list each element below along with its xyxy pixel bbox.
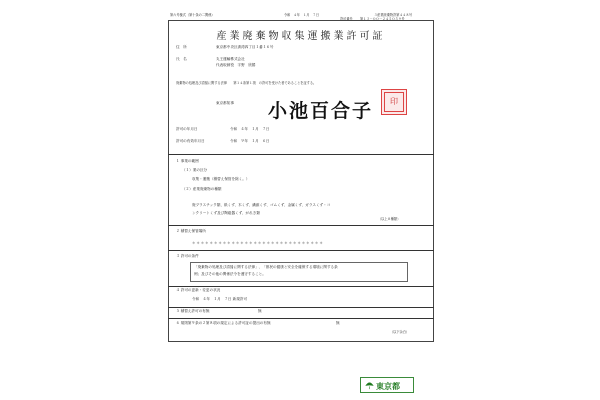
end-mark: （以下余白） [390,330,410,334]
permit-date-label: 許可の年月日 [176,127,198,131]
permit-certificate [162,6,440,398]
section-1-sub2: （２）産業廃棄物の種類 [182,187,222,191]
section-6-heading: ６ 規則第９条の２第８項の規定による許可証の提出の有無 [176,321,271,325]
divider [168,307,434,308]
form-label: 第六号様式（第十条の二関係） [170,13,215,17]
seal-glyph: 印 [390,97,398,106]
document-title: 産業廃棄物収集運搬業許可証 [216,31,386,42]
holder-company: 丸王運輸株式会社 [216,57,245,61]
permit-number-label: 許可番号 [340,17,353,21]
issue-date: 令和 ４年 １月 ７日 [284,13,320,17]
tokyo-logo [360,377,414,393]
section-1-heading: １ 事業の範囲 [176,159,199,163]
ginkgo-leaf-icon [365,381,374,390]
expiry-date-label: 許可の有効年月日 [176,139,205,143]
section-5-heading: ５ 積替え許可の有無 [176,309,210,313]
divider [168,154,434,155]
registry-label: ３産業廃棄物許第４４８号 [374,13,413,17]
divider [168,225,434,226]
conditions-line2: 例」及びその他の関係法令を遵守すること。 [194,272,266,276]
storage-location: ＊＊＊＊＊＊＊＊＊＊＊＊＊＊＊＊＊＊＊＊＊＊＊＊＊＊＊＊＊＊ [192,241,324,245]
issuer-prefix: 東京都知事 [216,101,234,105]
holder-address: 東京都中央区湊湾四丁目１番１６号 [216,45,274,49]
logo-text: 東京都 [376,382,400,391]
permit-date: 令和 ４年 １月 ７日 [230,127,270,131]
section-4-heading: ４ 許可の更新・変更の状況 [176,288,221,292]
expiry-date: 令和 ９年 １月 ６日 [230,139,270,143]
address-label: 住 所 [176,45,187,49]
waste-kinds-count: （以上８種類） [378,217,401,221]
section-1-sub1-value: 収集・運搬（積替え保管を除く。） [192,177,250,181]
transshipment-permit: 無 [258,309,262,313]
renewal-status: 令和 ４年 １月 ７日 新規許可 [192,297,248,301]
certification-statement: 廃棄物の処理及び清掃に関する法律 第１４条第１項 の許可を受けた者であることを証する。 [176,81,317,85]
holder-representative: 代表取締役 宇野 欣勝 [216,63,256,67]
certificate-submission: 無 [336,321,340,325]
waste-kinds-line1: 廃プラスチック類、紙くず、木くず、繊維くず、ゴムくず、金属くず、ガラスくず・コ [192,203,331,207]
divider [168,318,434,319]
name-label: 氏 名 [176,57,187,61]
section-1-sub1: （１）業の区分 [182,168,208,172]
governor-signature: 小池百合子 [268,100,374,122]
official-seal [381,89,407,115]
divider [168,250,434,251]
section-2-heading: ２ 積替え保管場所 [176,229,206,233]
waste-kinds-line2: ンクリートくず及び陶磁器くず、がれき類 [192,211,260,215]
divider [168,286,434,287]
permit-number: 第１３－００－２４５０５９号 [360,17,405,21]
conditions-line1: 「廃棄物の処理及び清掃に関する法律」、「都民の健康と安全を確保する環境に関する条 [194,265,338,269]
section-3-heading: ３ 許可の条件 [176,254,199,258]
